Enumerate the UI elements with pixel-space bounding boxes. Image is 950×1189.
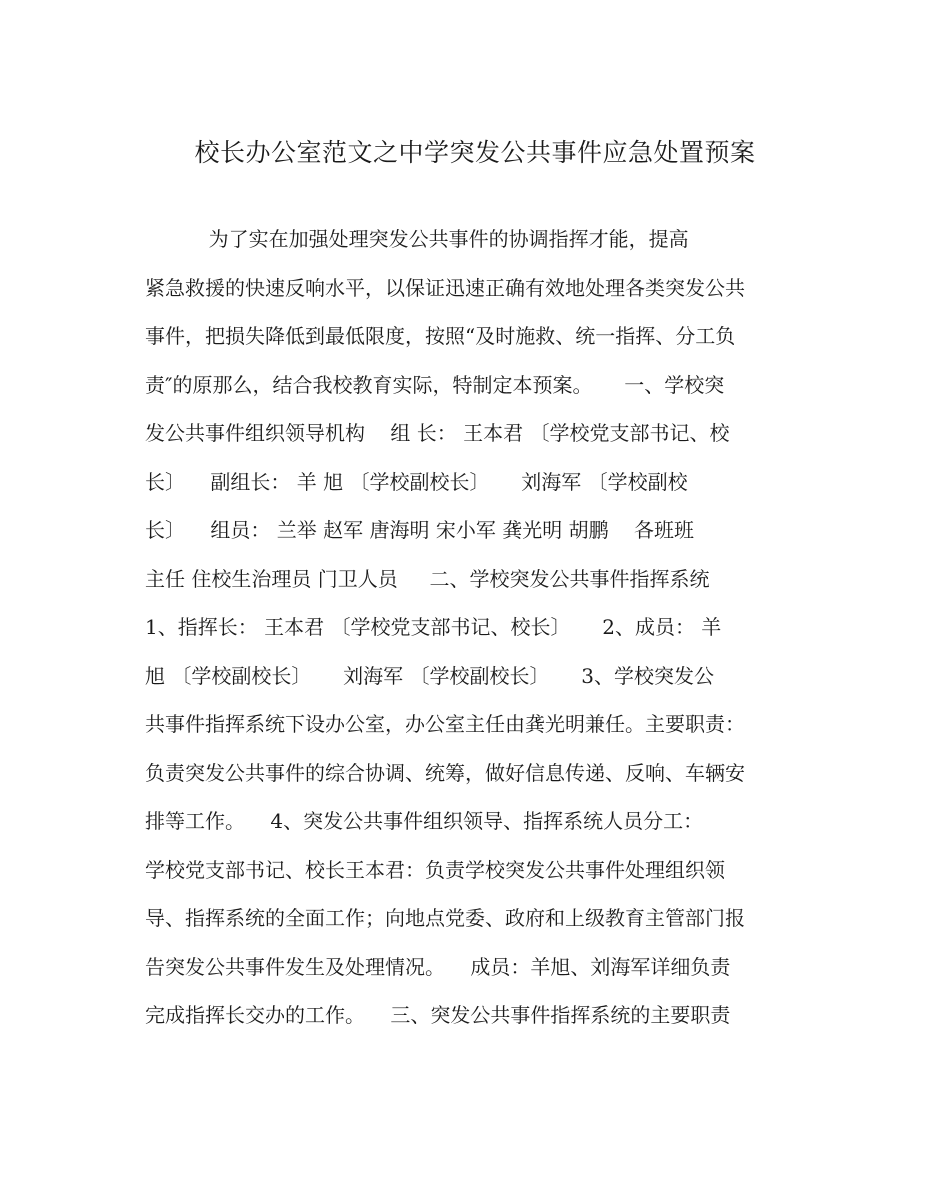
body-line: 排等工作。 4、突发公共事件组织领导、指挥系统人员分工： xyxy=(145,809,704,833)
body-line: 导、指挥系统的全面工作；向地点党委、政府和上级教育主管部门报 xyxy=(145,906,745,930)
body-line: 长〕 组员： 兰举 赵军 唐海明 宋小军 龚光明 胡鹏 各班班 xyxy=(145,518,695,542)
body-line: 发公共事件组织领导机构 组 长： 王本君 〔学校党支部书记、校 xyxy=(145,421,730,445)
body-line: 紧急救援的快速反响水平，以保证迅速正确有效地处理各类突发公共 xyxy=(145,275,745,300)
body-line: 为了实在加强处理突发公共事件的协调指挥才能，提高 xyxy=(145,227,689,251)
body-line: 长〕 副组长： 羊 旭 〔学校副校长〕 刘海军 〔学校副校 xyxy=(145,469,688,494)
body-line: 负责突发公共事件的综合协调、统筹，做好信息传递、反响、车辆安 xyxy=(145,760,745,785)
document-title: 校长办公室范文之中学突发公共事件应急处置预案 xyxy=(194,138,756,167)
body-line: 完成指挥长交办的工作。 三、突发公共事件指挥系统的主要职责 xyxy=(145,1003,731,1027)
body-line: 事件，把损失降低到最低限度，按照“及时施救、统一指挥、分工负 xyxy=(145,324,736,348)
body-line: 学校党支部书记、校长王本君：负责学校突发公共事件处理组织领 xyxy=(145,857,725,882)
body-line: 共事件指挥系统下设办公室，办公室主任由龚光明兼任。主要职责： xyxy=(145,712,745,736)
body-line: 1、指挥长： 王本君 〔学校党支部书记、校长〕 2、成员： 羊 xyxy=(145,615,722,639)
body-line: 告突发公共事件发生及处理情况。 成员：羊旭、刘海军详细负责 xyxy=(145,954,731,979)
body-line: 旭 〔学校副校长〕 刘海军 〔学校副校长〕 3、学校突发公 xyxy=(145,663,715,688)
body-line: 主任 住校生治理员 门卫人员 二、学校突发公共事件指挥系统 xyxy=(145,566,710,591)
body-line: 责″的原那么，结合我校教育实际，特制定本预案。 一、学校突 xyxy=(145,372,725,397)
document-body xyxy=(145,220,815,1045)
